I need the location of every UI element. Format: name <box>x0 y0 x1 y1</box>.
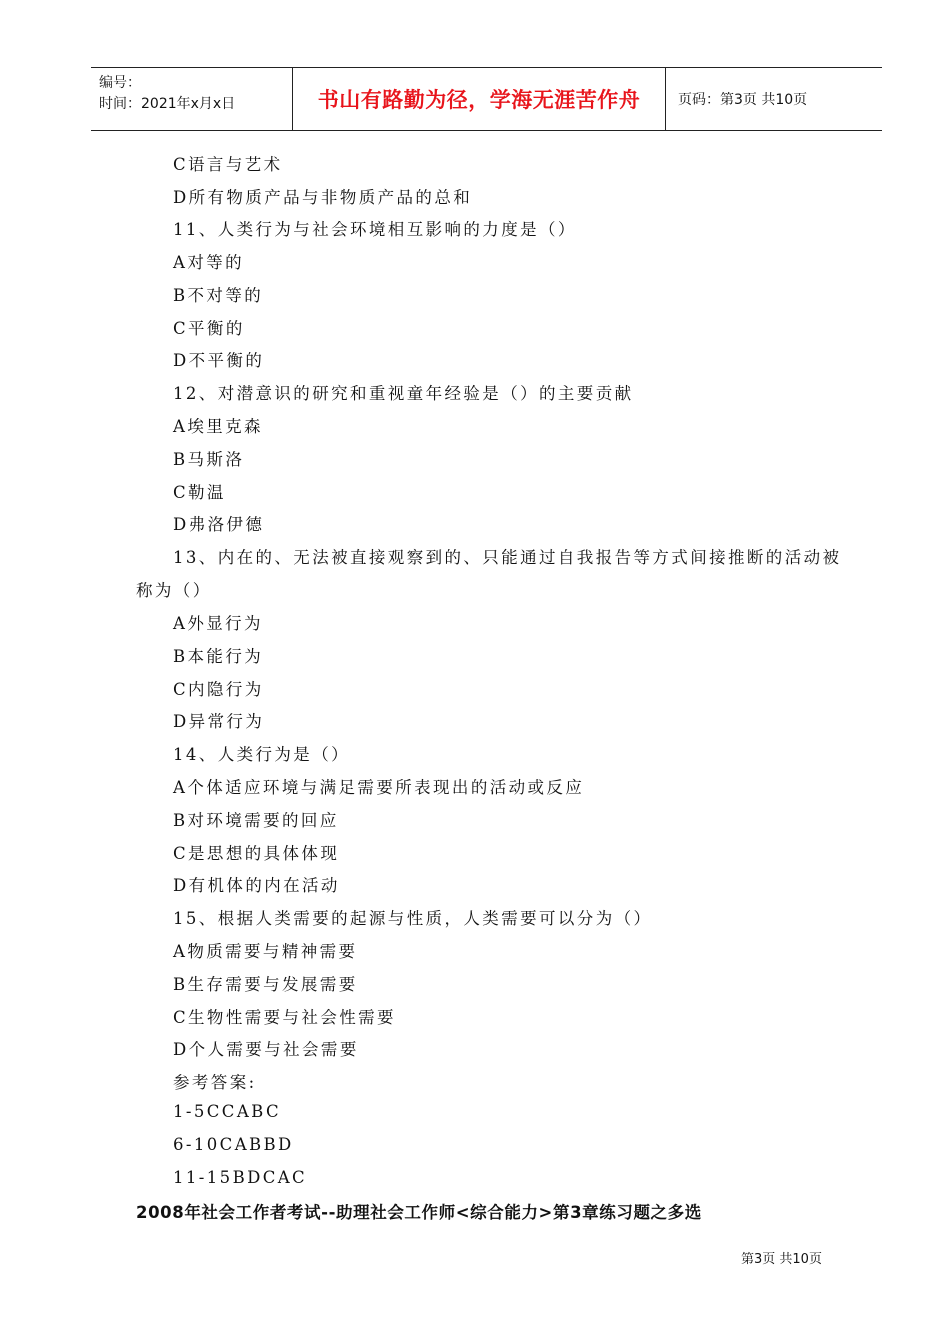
option-line: D所有物质产品与非物质产品的总和 <box>173 188 473 207</box>
question-15: 15、根据人类需要的起源与性质，人类需要可以分为（） <box>173 909 653 928</box>
option-line: D个人需要与社会需要 <box>173 1040 359 1059</box>
option-line: D不平衡的 <box>173 351 265 370</box>
option-line: B马斯洛 <box>173 450 245 469</box>
header-meta <box>91 68 293 130</box>
page-footer: 第3页 共10页 <box>741 1252 822 1267</box>
option-line: C生物性需要与社会性需要 <box>173 1008 396 1027</box>
header-motto: 书山有路勤为径，学海无涯苦作舟 <box>293 68 666 130</box>
option-line: D有机体的内在活动 <box>173 876 340 895</box>
option-line: C是思想的具体体现 <box>173 844 340 863</box>
section-heading: 2008年社会工作者考试--助理社会工作师<综合能力>第3章练习题之多选 <box>136 1203 702 1222</box>
option-line: C平衡的 <box>173 319 245 338</box>
option-line: B生存需要与发展需要 <box>173 975 358 994</box>
option-line: B不对等的 <box>173 286 264 305</box>
header-page-label: 页码：第3页 共10页 <box>678 92 808 108</box>
option-line: A外显行为 <box>173 614 263 633</box>
option-line: B对环境需要的回应 <box>173 811 339 830</box>
time-label: 时间：2021年x月x日 <box>99 96 236 112</box>
page-header <box>91 67 882 131</box>
answer-line: 1-5CCABC <box>173 1102 281 1121</box>
question-12: 12、对潜意识的研究和重视童年经验是（）的主要贡献 <box>173 384 634 403</box>
option-line: A个体适应环境与满足需要所表现出的活动或反应 <box>173 778 585 797</box>
option-line: A埃里克森 <box>173 417 263 436</box>
option-line: D弗洛伊德 <box>173 515 265 534</box>
question-11: 11、人类行为与社会环境相互影响的力度是（） <box>173 220 577 239</box>
option-line: C语言与艺术 <box>173 155 283 174</box>
number-label: 编号： <box>99 75 141 91</box>
answer-line: 6-10CABBD <box>173 1135 294 1154</box>
option-line: A物质需要与精神需要 <box>173 942 358 961</box>
option-line: D异常行为 <box>173 712 265 731</box>
question-14: 14、人类行为是（） <box>173 745 350 764</box>
question-13: 13、内在的、无法被直接观察到的、只能通过自我报告等方式间接推断的活动被 <box>173 548 842 567</box>
option-line: C内隐行为 <box>173 680 264 699</box>
answer-line: 11-15BDCAC <box>173 1168 308 1187</box>
answer-key-label: 参考答案: <box>173 1073 257 1092</box>
option-line: A对等的 <box>173 253 245 272</box>
option-line: B本能行为 <box>173 647 264 666</box>
option-line: C勒温 <box>173 483 226 502</box>
question-13-continued: 称为（） <box>136 581 212 600</box>
